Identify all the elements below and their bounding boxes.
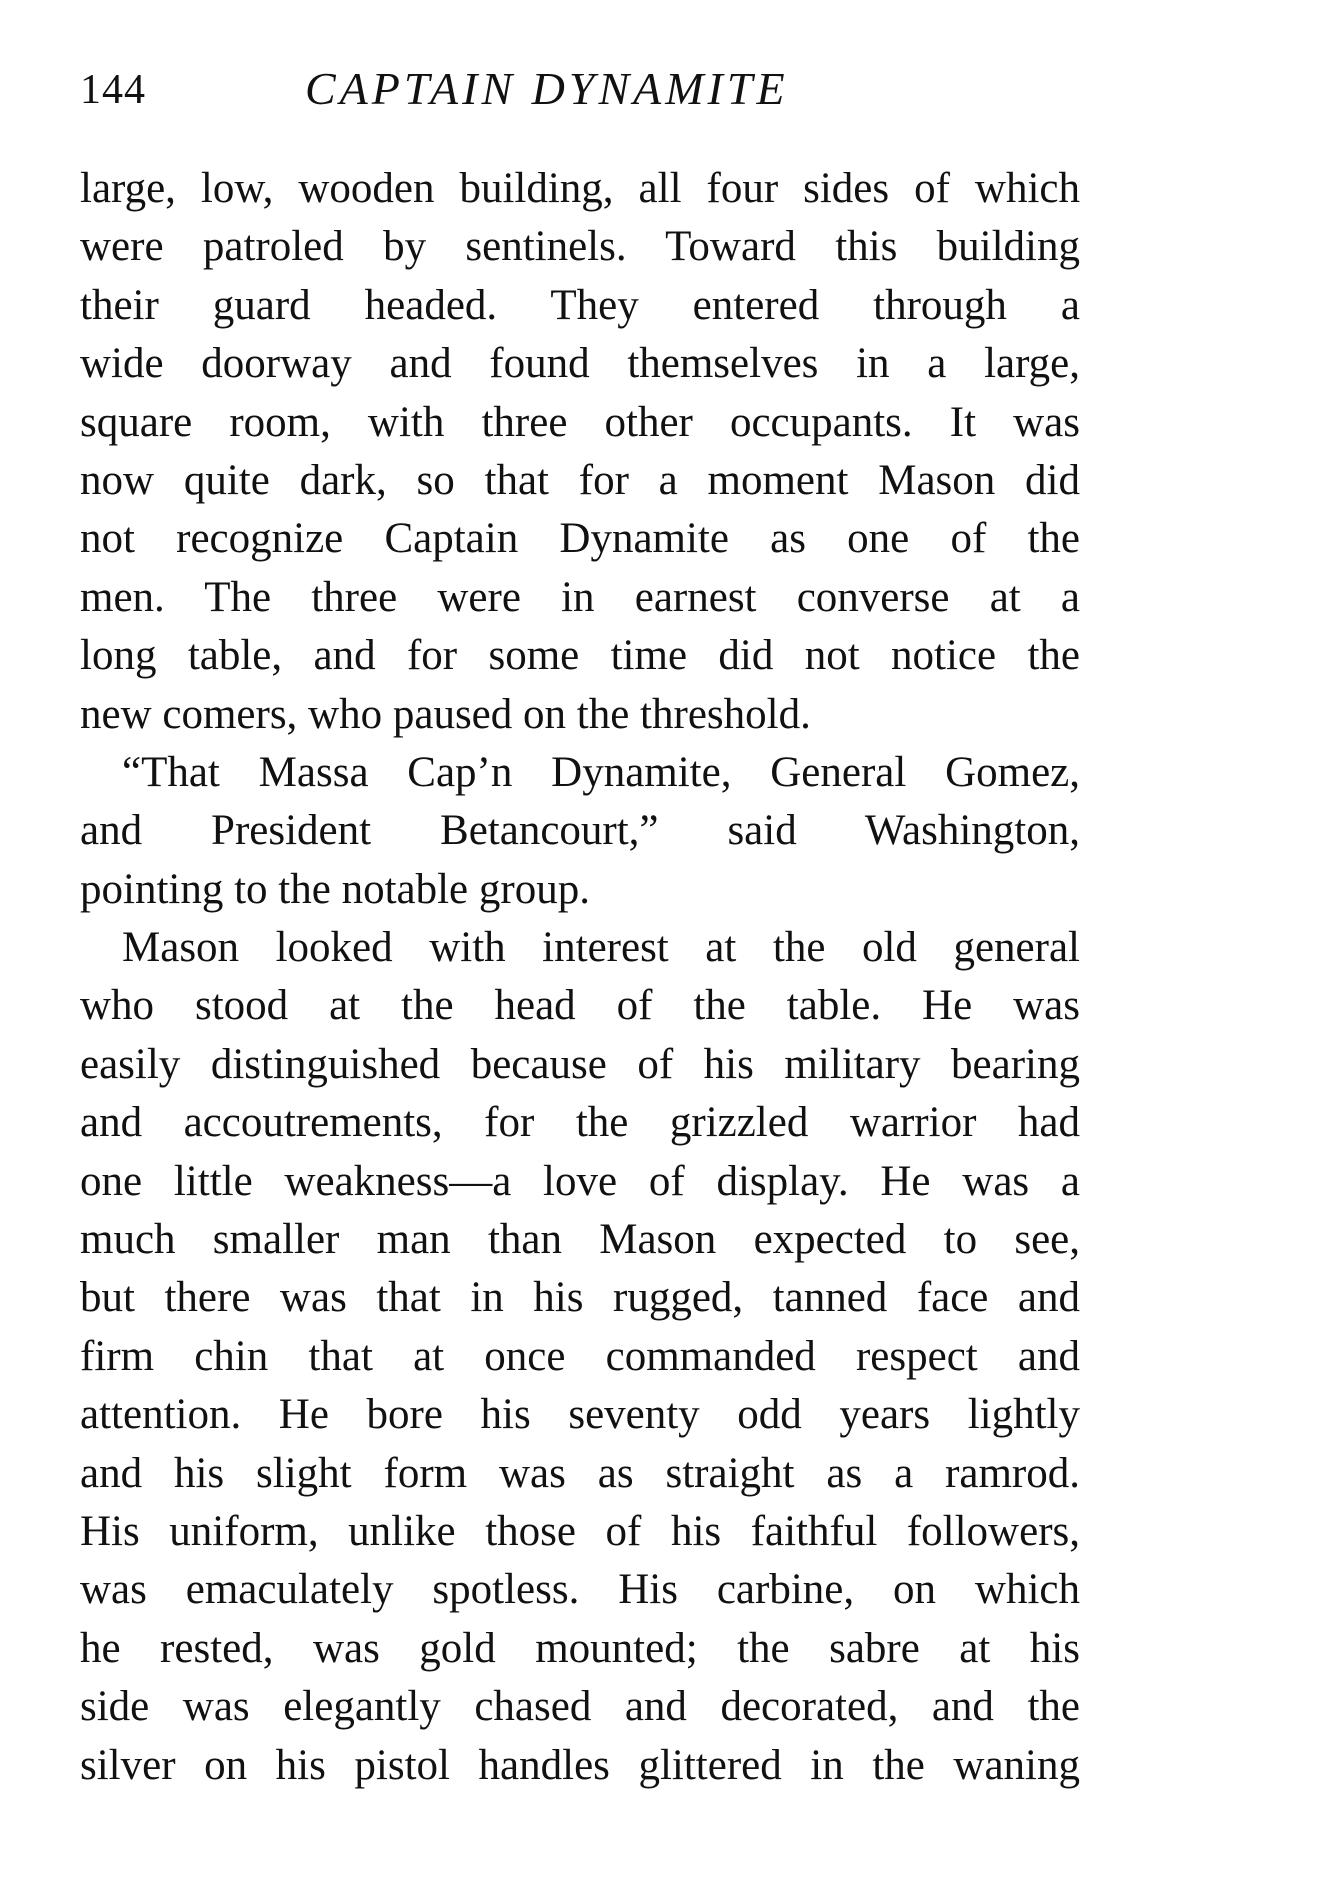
- text-line: easily distinguished because of his military bearing: [80, 1040, 1080, 1088]
- text-line: not recognize Captain Dynamite as one of the: [80, 515, 1080, 563]
- text-line: one little weakness—a love of display. He was a: [80, 1157, 1080, 1205]
- text-line: Mason looked with interest at the old general: [122, 924, 1080, 972]
- text-line: silver on his pistol handles glittered in the waning: [80, 1741, 1080, 1789]
- text-line: he rested, was gold mounted; the sabre at his: [80, 1624, 1080, 1672]
- running-head: [80, 62, 1080, 122]
- text-line: square room, with three other occupants. It was: [80, 398, 1080, 446]
- text-line: men. The three were in earnest converse at a: [80, 573, 1080, 621]
- text-line: now quite dark, so that for a moment Mason did: [80, 456, 1080, 504]
- text-line: side was elegantly chased and decorated, and the: [80, 1683, 1080, 1731]
- text-line: were patroled by sentinels. Toward this building: [80, 223, 1080, 271]
- text-line: their guard headed. They entered through a: [80, 281, 1080, 329]
- text-line: pointing to the notable group.: [80, 865, 590, 913]
- text-line: new comers, who paused on the threshold.: [80, 690, 811, 738]
- text-line: firm chin that at once commanded respect and: [80, 1332, 1080, 1380]
- text-line: “That Massa Cap’n Dynamite, General Gomez,: [122, 748, 1080, 796]
- text-line: much smaller man than Mason expected to see,: [80, 1216, 1080, 1264]
- text-line: was emaculately spotless. His carbine, on which: [80, 1566, 1080, 1614]
- running-title: CAPTAIN DYNAMITE: [305, 63, 789, 114]
- text-line: and President Betancourt,” said Washington,: [80, 807, 1080, 855]
- text-line: large, low, wooden building, all four sides of which: [80, 165, 1080, 212]
- text-line: long table, and for some time did not notice the: [80, 632, 1080, 680]
- text-line: wide doorway and found themselves in a large,: [80, 340, 1080, 388]
- text-line: and his slight form was as straight as a ramrod.: [80, 1449, 1080, 1497]
- text-line: attention. He bore his seventy odd years lightly: [80, 1391, 1080, 1439]
- text-line: His uniform, unlike those of his faithful followers,: [80, 1507, 1080, 1555]
- text-line: who stood at the head of the table. He was: [80, 982, 1080, 1030]
- text-line: and accoutrements, for the grizzled warrior had: [80, 1099, 1080, 1147]
- page-number: 144: [80, 67, 146, 113]
- body-text: [80, 160, 1080, 1795]
- text-line: but there was that in his rugged, tanned face and: [80, 1274, 1080, 1322]
